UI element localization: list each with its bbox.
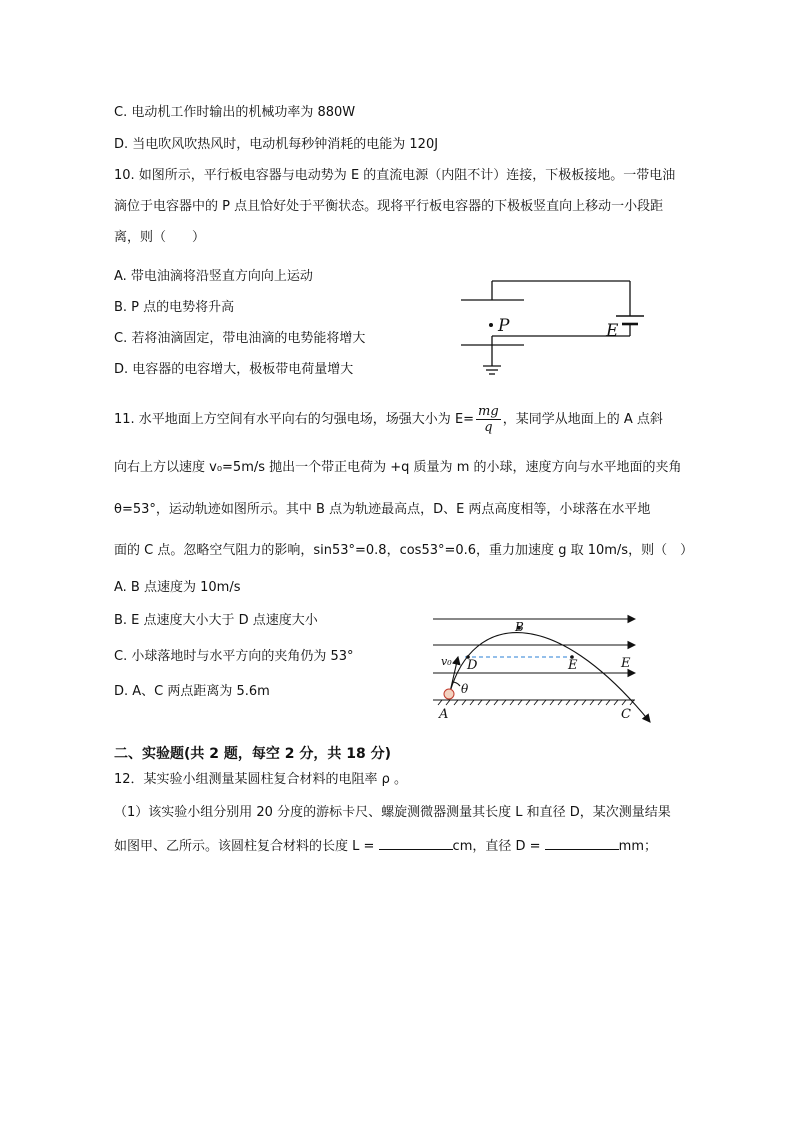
q10-stem-line2: 滴位于电容器中的 P 点且恰好处于平衡状态。现将平行板电容器的下极板竖直向上移动一小段距 xyxy=(114,199,664,214)
trajectory-curve xyxy=(450,633,650,722)
q11-stem-line1-b: ，某同学从地面上的 A 点斜 xyxy=(502,412,663,427)
q10-stem-line3: 离，则（ ） xyxy=(114,230,206,245)
q12-stem: 12．某实验小组测量某圆柱复合材料的电阻率 ρ 。 xyxy=(114,772,408,787)
ball xyxy=(444,689,454,699)
label-d: D xyxy=(467,658,478,673)
angle-arc xyxy=(452,682,460,686)
label-b: B xyxy=(515,620,524,634)
projectile-trajectory-diagram xyxy=(428,608,658,728)
fraction-denominator: q xyxy=(484,420,493,435)
q9-option-c: C. 电动机工作时输出的机械功率为 880W xyxy=(114,105,356,120)
q12-part1-text-c: mm； xyxy=(618,839,657,854)
diameter-answer-blank[interactable] xyxy=(545,835,619,850)
q10-option-b: B. P 点的电势将升高 xyxy=(114,300,235,315)
q12-part1-text-b: cm，直径 D = xyxy=(452,839,541,854)
q11-option-d: D. A、C 两点距离为 5.6m xyxy=(114,684,270,699)
q12-part1-line2 xyxy=(114,835,657,856)
label-theta: θ xyxy=(461,682,469,696)
label-p: P xyxy=(498,316,510,336)
label-v0: v₀ xyxy=(441,655,452,668)
q10-option-a: A. 带电油滴将沿竖直方向向上运动 xyxy=(114,269,313,284)
q10-stem-line1: 10. 如图所示，平行板电容器与电动势为 E 的直流电源（内阻不计）连接，下极板接地。一带电油 xyxy=(114,168,676,183)
label-c: C xyxy=(621,707,631,722)
q9-option-d: D. 当电吹风吹热风时，电动机每秒钟消耗的电能为 120J xyxy=(114,137,439,152)
q11-option-a: A. B 点速度为 10m/s xyxy=(114,580,241,595)
q11-stem-line3: θ=53°，运动轨迹如图所示。其中 B 点为轨迹最高点，D、E 两点高度相等，小球落在水平地 xyxy=(114,502,651,517)
q11-option-b: B. E 点速度大小大于 D 点速度大小 xyxy=(114,613,318,628)
point-p-dot xyxy=(489,323,493,327)
q11-option-c: C. 小球落地时与水平方向的夹角仍为 53° xyxy=(114,649,354,664)
q11-stem-line2: 向右上方以速度 v₀=5m/s 抛出一个带正电荷为 +q 质量为 m 的小球，速度方向与水平地面的夹角 xyxy=(114,460,682,475)
label-e-battery: E xyxy=(606,321,619,341)
capacitor-circuit-diagram xyxy=(450,278,650,388)
q10-option-c: C. 若将油滴固定，带电油滴的电势能将增大 xyxy=(114,331,366,346)
fraction-numerator: mg xyxy=(478,404,499,419)
q11-stem-line1 xyxy=(114,404,663,435)
q11-stem-line4: 面的 C 点。忽略空气阻力的影响，sin53°=0.8，cos53°=0.6，重力加速度 g 取 10m/s，则（ ） xyxy=(114,543,694,558)
section-heading: 二、实验题(共 2 题，每空 2 分，共 18 分) xyxy=(114,746,392,762)
q10-option-d: D. 电容器的电容增大，极板带电荷量增大 xyxy=(114,362,354,377)
q12-part1-text-a: 如图甲、乙所示。该圆柱复合材料的长度 L = xyxy=(114,839,375,854)
field-strength-fraction xyxy=(476,404,501,435)
label-e-point: E xyxy=(568,658,578,673)
q12-part1-line1: （1）该实验小组分别用 20 分度的游标卡尺、螺旋测微器测量其长度 L 和直径 D，某次测量结果 xyxy=(114,805,671,820)
label-a: A xyxy=(439,707,449,722)
label-e-field: E xyxy=(621,656,631,671)
length-answer-blank[interactable] xyxy=(379,835,453,850)
q11-stem-line1-a: 11. 水平地面上方空间有水平向右的匀强电场，场强大小为 E= xyxy=(114,412,475,427)
